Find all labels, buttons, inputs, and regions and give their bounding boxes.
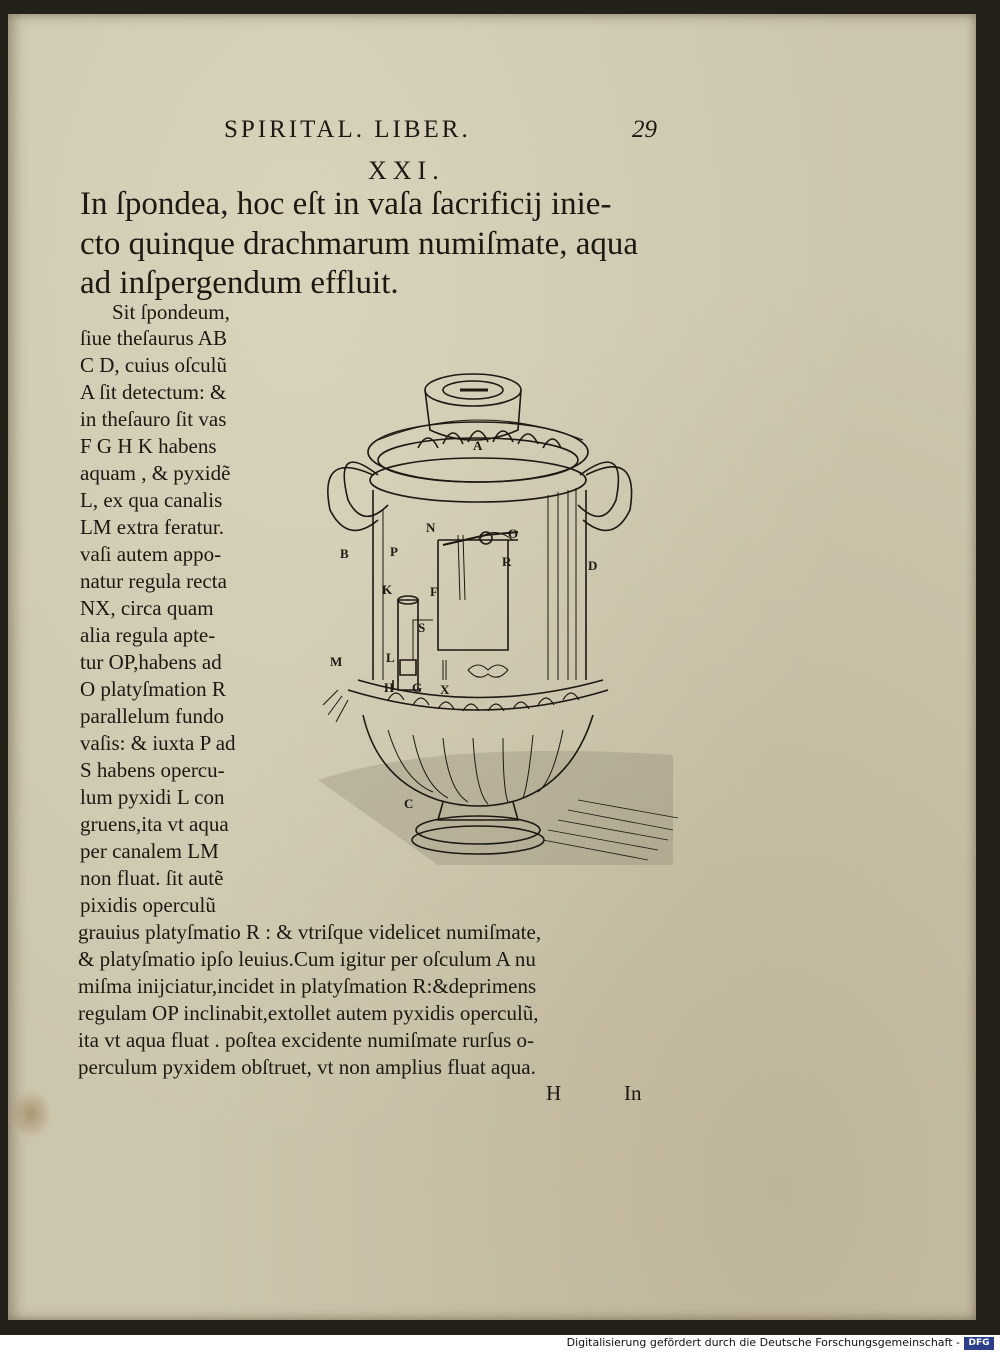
figure-label: C — [404, 796, 414, 811]
figure-label: O — [508, 526, 519, 541]
column-line: F G H K habens — [80, 434, 217, 458]
text-line: & platyſmatio ipſo leuius.Cum igitur per oſculum A nu — [78, 947, 536, 971]
text-line: grauius platyſmatio R : & vtriſque videlicet numiſmate, — [78, 920, 542, 944]
text-line: regulam OP inclinabit,extollet autem pyxidis operculũ, — [78, 1001, 539, 1025]
figure-label: M — [330, 654, 343, 669]
page-stain — [10, 1089, 52, 1139]
figure-label: H — [384, 680, 395, 695]
column-line: parallelum fundo — [80, 704, 225, 728]
page-number: 29 — [632, 116, 657, 143]
column-line: gruens,ita vt aqua — [80, 812, 229, 836]
column-line: O platyſmation R — [80, 677, 226, 701]
column-line: L, ex qua canalis — [80, 488, 223, 512]
column-line: vaſis: & iuxta P ad — [80, 731, 236, 755]
column-line: vaſi autem appo- — [80, 542, 222, 566]
running-head: SPIRITAL. LIBER. — [224, 116, 471, 143]
heading-line: cto quinque drachmarum numiſmate, aqua — [80, 226, 639, 262]
signature-mark: H — [546, 1081, 562, 1105]
column-line: in theſauro ſit vas — [80, 407, 227, 431]
text-line: miſma inijciatur,incidet in platyſmation R:&deprimens — [78, 974, 537, 998]
figure-label: D — [588, 558, 598, 573]
figure-label: N — [426, 520, 436, 535]
column-line: alia regula apte- — [80, 623, 216, 647]
figure-label: B — [340, 546, 349, 561]
column-line: A ſit detectum: & — [80, 380, 227, 404]
figure-label: A — [473, 438, 483, 453]
column-line: natur regula recta — [80, 569, 227, 593]
column-line: non fluat. ſit autẽ — [80, 866, 224, 890]
column-line: NX, circa quam — [80, 596, 214, 620]
figure-label: R — [502, 554, 512, 569]
figure-label: P — [390, 544, 398, 559]
column-line: tur OP,habens ad — [80, 650, 222, 674]
figure-label: G — [412, 680, 423, 695]
catchword: In — [624, 1081, 642, 1105]
figure-label: F — [430, 584, 438, 599]
column-line: per canalem LM — [80, 839, 219, 863]
vessel-illustration — [318, 360, 688, 870]
dfg-logo: DFG — [964, 1337, 994, 1350]
footer-bar — [0, 1335, 1000, 1353]
column-line: Sit ſpondeum, — [112, 300, 230, 324]
column-line: C D, cuius oſculũ — [80, 353, 227, 377]
column-line: lum pyxidi L con — [80, 785, 225, 809]
funding-notice: Digitalisierung gefördert durch die Deutsche Forschungsgemeinschaft - — [566, 1336, 960, 1349]
column-line: ſiue theſaurus AB — [80, 326, 227, 350]
figure-label: X — [440, 682, 450, 697]
column-line: aquam , & pyxidẽ — [80, 461, 231, 485]
column-line: LM extra feratur. — [80, 515, 225, 539]
text-line: ita vt aqua fluat . poſtea excidente numiſmate rurſus o- — [78, 1028, 535, 1052]
figure-label: K — [382, 582, 393, 597]
column-line: S habens opercu- — [80, 758, 225, 782]
chapter-number: XXI. — [368, 156, 445, 185]
figure-label: S — [418, 620, 426, 635]
column-line: pixidis operculũ — [80, 893, 216, 917]
heading-line: In ſpondea, hoc eſt in vaſa ſacrificij inie- — [80, 186, 612, 222]
heading-line: ad inſpergendum effluit. — [80, 265, 399, 301]
text-line: perculum pyxidem obſtruet, vt non amplius fluat aqua. — [78, 1055, 536, 1079]
figure-label: L — [386, 650, 395, 665]
